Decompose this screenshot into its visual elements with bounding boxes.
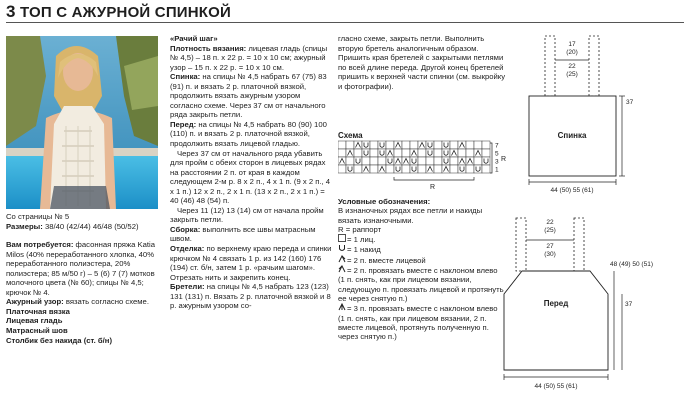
front-strap-dim: 27 [546, 243, 554, 250]
straps-paragraph [170, 282, 332, 311]
chart-cell [450, 141, 458, 149]
chart-cell [434, 141, 442, 149]
chart-cell [354, 157, 362, 165]
chart-cell [450, 165, 458, 173]
repeat-label-bottom: R [430, 184, 436, 191]
chart-cell [410, 165, 418, 173]
chart-cell [466, 165, 474, 173]
front-strap-dim: (25) [544, 227, 556, 234]
chart-cell [442, 149, 450, 157]
chart-cell [426, 157, 434, 165]
lace-pattern-text: вязать согласно схеме. [63, 297, 149, 307]
sizes-label: Размеры: [6, 221, 43, 231]
chart-cell [346, 165, 354, 173]
legend-sk2p-text: = 3 п. провязать вместе с наклоном влево (1 п. снять, как при лицевом вязании, 2 п. вместе лицевой, протянуть полученную п. через снятую п.) [338, 304, 498, 342]
legend-k2tog-text: = 2 п. вместе лицевой [347, 255, 426, 265]
chart-cell [402, 141, 410, 149]
rows-bracket [490, 143, 492, 173]
front-text: на спицы № 4,5 набрать 80 (90) 100 (110) п. и вязать 2 р. платочной вязкой, продолжить вязать лицевой гладью. [170, 119, 327, 149]
front-right-strap [574, 218, 584, 271]
chart-cell [466, 149, 474, 157]
legend-title: Условные обозначения: [338, 197, 431, 206]
assembly-paragraph [170, 225, 332, 244]
chart-cell [442, 141, 450, 149]
chart-cell [378, 149, 386, 157]
pattern-number: 3 [6, 2, 16, 21]
back-label: Спинка: [170, 72, 201, 82]
chart-cell [482, 165, 490, 173]
materials-label: Вам потребуется: [6, 240, 74, 250]
lace-pattern-line [6, 297, 163, 307]
k2tog-symbol-icon [338, 255, 347, 265]
chart-cell [434, 165, 442, 173]
chart-cell [378, 141, 386, 149]
ssk-symbol-icon [338, 265, 347, 275]
back-text: на спицы № 4,5 набрать 67 (75) 83 (91) п. и вязать 2 р. платочной вязкой, продолжить вязать ажурным узором согласно схеме. Через 37 см от начального ряда закрыть петли. [170, 72, 327, 120]
knit-symbol-icon [338, 234, 347, 244]
chart-title: Схема [338, 131, 363, 140]
chart-row-label: 3 [495, 158, 499, 166]
chart-cell [354, 165, 362, 173]
chart-cell [474, 157, 482, 165]
chart-cell [338, 165, 346, 173]
back-schematic [515, 30, 690, 202]
chart-cell [482, 141, 490, 149]
repeat-label-side: R [501, 156, 507, 163]
legend-knit [338, 234, 506, 244]
gauge-text: лицевая гладь (спицы № 4,5) – 18 п. х 22 р. = 10 х 10 см; ажурный узор – 15 п. х 22 р. = 10 х 10 см. [170, 43, 328, 72]
back-strap-dim: (20) [566, 49, 578, 56]
chart-cell [402, 149, 410, 157]
lace-pattern-label: Ажурный узор: [6, 297, 64, 307]
chart-cell [386, 157, 394, 165]
front-label: Перед: [170, 119, 197, 129]
legend-k2tog [338, 255, 506, 265]
chart-cell [346, 157, 354, 165]
chart-cell [482, 149, 490, 157]
chart-cell [362, 141, 370, 149]
assembly-label: Сборка: [170, 224, 201, 234]
chart-cell [418, 165, 426, 173]
chart-cell [466, 141, 474, 149]
source-note: Со страницы № 5 [6, 212, 70, 221]
front-total-height-dim: 48 (49) 50 (51) [610, 261, 653, 268]
chart-cell [378, 157, 386, 165]
legend-sk2p [338, 303, 506, 341]
assembly-text: выполнить все швы матрасным швом. [170, 224, 316, 244]
front-strap-dim: (30) [544, 251, 556, 258]
chart-cell [474, 141, 482, 149]
front-strap-dim: 22 [546, 219, 554, 226]
materials-text: фасонная пряжа Katia Milos (40% переработанного хлопка, 40% переработанного полиэстера, 20% полиэстера; 85 м/50 г) – 5 (6) 7 (7) мотков молочного цвета (№ 60); спицы № 4,5; крючок № 4. [6, 240, 156, 297]
chart-cell [458, 149, 466, 157]
front-panel-label: Перед [543, 299, 569, 308]
chart-cell [370, 165, 378, 173]
continuation-column [338, 34, 506, 91]
repeat-bracket [394, 177, 474, 180]
sizes-line [6, 222, 163, 232]
back-panel-label: Спинка [557, 131, 587, 140]
title-rule [6, 22, 684, 23]
model-photo-illustration [6, 36, 158, 209]
legend-repeat: R = раппорт [338, 224, 382, 234]
legend-ssk [338, 265, 506, 303]
front-height-dim: 37 [625, 301, 633, 308]
chart-cell [442, 157, 450, 165]
front-paragraph [170, 120, 332, 149]
materials-paragraph [6, 240, 163, 297]
straps-label: Бретели: [170, 282, 205, 292]
back-width-dim: 44 (50) 55 (61) [550, 187, 594, 194]
chart-cell [474, 165, 482, 173]
gauge-paragraph [170, 44, 332, 73]
front-left-strap [516, 218, 526, 271]
back-strap-dim: (25) [566, 71, 578, 78]
front-paragraph-2: Через 37 см от начального ряда убавить для пройм с обеих сторон в лицевых рядах на расстоянии 2 п. от края в каждом следующем 2-м р. 8 х 2 п., 4 х 1 п. (9 х 2 п., 4 х 1 п.) 12 х 2 п., 2 х 1 п. (13 х 2 п., 2 х 1 п.) = 40 (46) 48 (54) п. [170, 148, 331, 206]
chart-cell [426, 149, 434, 157]
chart-cell [410, 157, 418, 165]
chart-cell [370, 149, 378, 157]
finishing-text: по верхнему краю переда и спинки крючком № 4 связать 1 р. из 142 (160) 176 (194) ст. б/н, затем 1 р. «рачьим шагом». Отрезать нить и закрепить конец. [170, 244, 332, 282]
chart-row-label: 5 [495, 150, 499, 158]
chart-cell [370, 157, 378, 165]
chart-cell [426, 141, 434, 149]
instructions-column [170, 34, 332, 311]
front-schematic [500, 210, 690, 408]
lace-chart [338, 140, 508, 192]
straps-continuation: гласно схеме, закрыть петли. Выполнить вторую бретель аналогичным образом. Пришить края бретелей с закрытыми петлями по всей длине переда. Другой конец бретелей пришить к верхней части спинки (см. выкройку и фотографии). [338, 34, 506, 91]
chart-cell [338, 149, 346, 157]
stitch-stockinette: Лицевая гладь [6, 316, 63, 326]
stitch-garter: Платочная вязка [6, 306, 70, 316]
pattern-title: ТОП С АЖУРНОЙ СПИНКОЙ [20, 4, 232, 21]
chart-cell [338, 141, 346, 149]
front-width-dim: 44 (50) 55 (61) [534, 383, 578, 390]
legend-ssk-text: = 2 п. провязать вместе с наклоном влево (1 п. снять, как при лицевом вязании, следующую п. провязать лицевой и протянуть ее через снятую п.) [338, 266, 504, 303]
chart-cell [434, 157, 442, 165]
gauge-label: Плотность вязания: [170, 43, 247, 53]
back-left-strap [545, 36, 555, 96]
chart-cell [410, 141, 418, 149]
legend-yarn-over-text: = 1 накид [347, 245, 381, 255]
back-height-dim: 37 [626, 99, 634, 106]
finishing-label: Отделка: [170, 244, 205, 254]
finishing-paragraph [170, 244, 332, 282]
front-paragraph-3: Через 11 (12) 13 (14) см от начала пройм закрыть петли. [170, 205, 324, 225]
straps-text: на спицы № 4,5 набрать 123 (123) 131 (131) п. Вязать 2 р. платочной вязкой и 8 р. ажурным узором со- [170, 282, 331, 311]
chart-cell [434, 149, 442, 157]
chart-cell [362, 157, 370, 165]
front-panel [504, 271, 608, 370]
chart-cell [370, 141, 378, 149]
back-paragraph [170, 72, 332, 120]
chart-cell [354, 149, 362, 157]
chart-cell [386, 165, 394, 173]
chart-cell [346, 141, 354, 149]
chart-cell [450, 157, 458, 165]
chart-cell [418, 149, 426, 157]
yarn-over-symbol-icon [338, 244, 347, 254]
sizes-value: 38/40 (42/44) 46/48 (50/52) [42, 221, 139, 231]
crab-stitch-heading: «Рачий шаг» [170, 34, 218, 43]
chart-cell [362, 149, 370, 157]
chart-cell [386, 141, 394, 149]
sk2p-symbol-icon [338, 303, 347, 313]
back-right-strap [589, 36, 599, 96]
chart-cell [394, 165, 402, 173]
legend-knit-text: = 1 лиц. [347, 235, 376, 245]
stitch-single-crochet: Столбик без накида (ст. б/н) [6, 335, 113, 345]
legend-intro: В изнаночных рядах все петли и накиды вязать изнаночными. [338, 206, 483, 225]
legend [338, 197, 506, 341]
chart-cell [458, 165, 466, 173]
chart-cell [418, 157, 426, 165]
page-title [6, 2, 231, 22]
model-photo [6, 36, 158, 209]
legend-yarn-over [338, 244, 506, 254]
chart-row-label: 1 [495, 166, 499, 174]
back-strap-dim: 17 [568, 41, 576, 48]
materials-column [6, 212, 163, 345]
chart-row-label: 7 [495, 142, 499, 150]
chart-cell [402, 165, 410, 173]
chart-cell [394, 149, 402, 157]
chart-cell [482, 157, 490, 165]
stitch-mattress: Матрасный шов [6, 326, 68, 336]
lace-chart-grid [338, 141, 490, 173]
back-strap-dim: 22 [568, 63, 576, 70]
